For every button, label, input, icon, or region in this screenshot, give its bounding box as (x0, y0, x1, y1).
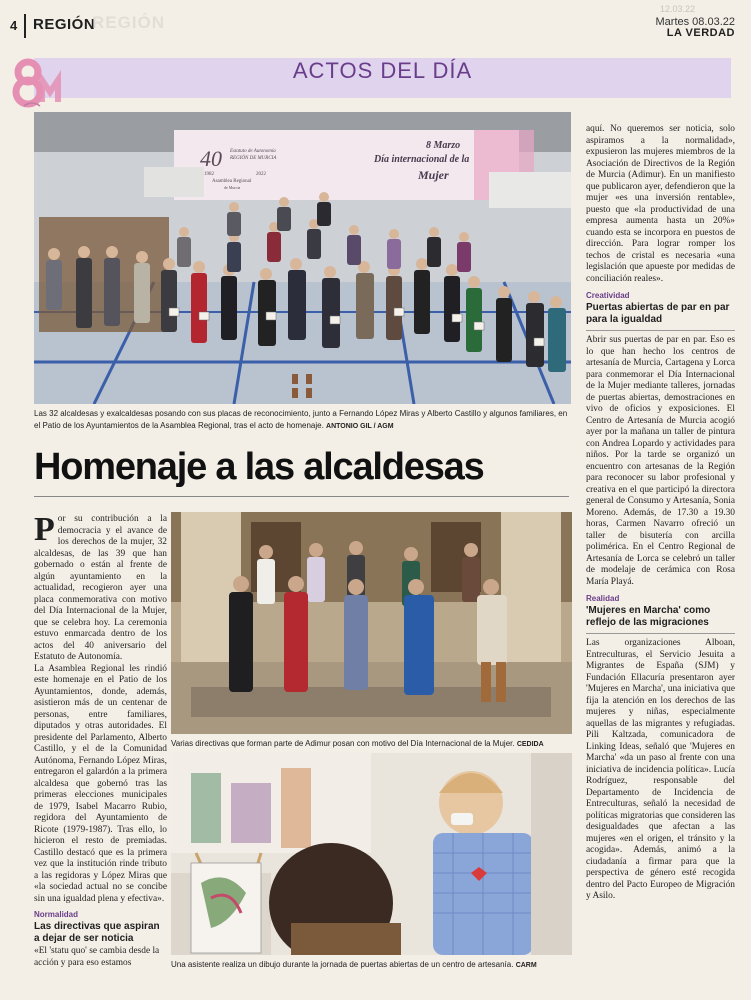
backdrop-year: 2022 (256, 172, 266, 177)
caption-text: Las 32 alcaldesas y exalcaldesas posando con sus placas de reconocimiento, junto a Fernando López Miras y Alberto Castillo y algunos familiares, en el Patio de los Ayuntamientos de la Asamblea Regional, tras el acto de homenaje. (34, 409, 568, 430)
article-headline: Homenaje a las alcaldesas (34, 446, 484, 488)
publication-name: LA VERDAD (666, 27, 735, 39)
caption-text: Varias directivas que forman parte de Adimur posan con motivo del Día Internacional de la Mujer. (171, 739, 515, 748)
backdrop-text: de Murcia (224, 185, 241, 190)
photo-credit: CEDIDA (516, 741, 544, 748)
publication-date: Martes 08.03.22 (655, 16, 735, 28)
backdrop-text: REGIÓN DE MURCIA (230, 156, 277, 161)
article-paragraph: Abrir sus puertas de par en par. Eso es lo que han hecho los centros de artesanía de Murcia, Cartagena y Lorca para conmemorar el Día Internacional de la Mujer mediante talleres, jornadas de puertas abiertas, demostraciones en vivo de oficios y exposiciones. El Centro de Artesanía de Murcia acogió ayer por la mañana un taller de pintura con Andrea Lopardo y actividades para niños. Por la tarde se organizó un encuentro con artesanas de la Región para reconocer su labor profesional y creativa en el que participó la directora general de Consumo y Artesanía, Sonia Moreno. Además, de 17.30 a 19.30 horas, Carmen Navarro ofreció un taller de bisutería con arcilla polimérica. En el Centro Regional de Artesanía de Lorca se celebró un taller de modelaje de cerámica con Rosa María Playá. (586, 335, 735, 587)
8m-logo (12, 56, 66, 110)
photo-credit: CARM (515, 962, 537, 969)
section-banner (34, 58, 731, 98)
article-right-column (586, 124, 735, 903)
banner-title: ACTOS DEL DÍA (292, 58, 473, 83)
backdrop-anniversary-number: 40 (200, 146, 222, 171)
article-paragraph: La Asamblea Regional les rindió este homenaje en el Patio de los Ayuntamientos, donde, además, asistieron más de un centenar de personas, entre familiares, diputados y otras autoridades. El presidente del Parlamento, Alberto Castillo, y el de la Comunidad Autónoma, Fernando López Miras, entregaron el galardón a la primera alcaldesa que gobernó tras las primeras elecciones municipales de 1979, Isabel Macarro Rubio, regidora del Ayuntamiento de Ricote (1979-1987). Tras ello, lo hicieron el resto de premiadas. Castillo destacó que es la primera vez que la institución rinde tributo a las regidoras y López Miras que «la sociedad actual no se concibe sin una igualdad plena y efectiva». (34, 663, 167, 904)
subhead-mujeres-en-marcha: 'Mujeres en Marcha' como reflejo de las migraciones (586, 605, 735, 634)
article-paragraph: «El 'statu quo' se cambia desde la acción y para eso estamos (34, 946, 160, 968)
main-photo-group-alcaldesas (34, 112, 571, 404)
show-through-text: REGIÓN (92, 13, 166, 32)
subhead-puertas-abiertas: Puertas abiertas de par en par para la igualdad (586, 302, 735, 331)
photo3-caption (171, 960, 571, 969)
page-number: 4 (10, 18, 18, 33)
kicker-realidad: Realidad (586, 594, 620, 603)
section-name: REGIÓN (33, 16, 96, 33)
backdrop-event-title: Mujer (418, 168, 449, 182)
drop-cap: P (34, 511, 55, 548)
headline-divider (34, 496, 569, 497)
article-paragraph: Las organizaciones Alboan, Entreculturas, el Servicio Jesuita a Migrantes de España (SJM) y Fundación Ellacuría presentaron ayer 'Mujeres en Marcha', una iniciativa que fija la atención en los derechos de las mujeres y niñas, especialmente aquellas de las migrantes y refugiadas. Pili Kaltzada, comunicadora de Linking Ideas, señaló que 'Mujeres en Marcha' «da un paso al frente con una iniciativa de incidencia política». Lucía Rodríguez, responsable del Departamento de Incidencia de Entreculturas, señaló la necesidad de políticas migratorias que consideren las desigualdades que afectan a las mujeres «en el origen, el tránsito y la acogida». Además, animó a la ciudadanía a firmar para que la perspectiva de género esté recogida dentro del Pacto Europeo de Migración y Asilo. (586, 638, 735, 901)
backdrop-event-title: Día internacional de la (374, 154, 470, 165)
kicker-normalidad: Normalidad (34, 910, 79, 919)
kicker-creatividad: Creatividad (586, 291, 630, 300)
photo-adimur-directivas (171, 512, 572, 734)
group-of-people (34, 112, 571, 404)
caption-text: Una asistente realiza un dibujo durante la jornada de puertas abiertas de un centro de artesanía. (171, 960, 514, 969)
photo-artesania-taller (171, 753, 572, 955)
backdrop-text: Estatuto de Autonomía (230, 149, 276, 154)
backdrop-event-date: 8 Marzo (426, 140, 461, 151)
page-header (0, 0, 751, 40)
photo2-caption (171, 739, 571, 748)
header-divider (24, 14, 26, 38)
article-body-left-column (34, 511, 167, 905)
show-through-date: 12.03.22 (660, 4, 696, 14)
main-photo-caption (34, 408, 569, 433)
subhead-directivas: Las directivas que aspiran a dejar de ser noticia (34, 921, 160, 944)
article-paragraph: or su contribución a la democracia y el avance de los derechos de la mujer, 32 alcaldesas, de las 39 que han gobernado o están al frente de algún ayuntamiento en la actualidad, recogieron ayer una placa conmemorativa con motivo del Día Internacional de la Mujer, que se celebra hoy. La ceremonia estuvo enmarcada dentro de los actos del 40 aniversario del Estatuto de Autonomía. (34, 514, 167, 662)
backdrop-year: 1982 (204, 172, 214, 177)
photo-credit: ANTONIO GIL / AGM (326, 423, 394, 430)
article-paragraph: aquí. No queremos ser noticia, solo aspiramos a la normalidad», expusieron las mujeres miembros de la Asociación de Directivos de la Región de Murcia (Adimur). En un manifiesto que publicaron ayer, defendieron que la mujer «es una inversión rentable», puesto que «la productividad de una empresa aumenta hasta un 20%» cuando esta se incorpora en puestos de dirección. Para lograr romper los techos de cristal es necesaria «una legislación que apueste por medidas de conciliación reales». (586, 124, 735, 284)
backdrop-text: Asamblea Regional (212, 179, 252, 184)
